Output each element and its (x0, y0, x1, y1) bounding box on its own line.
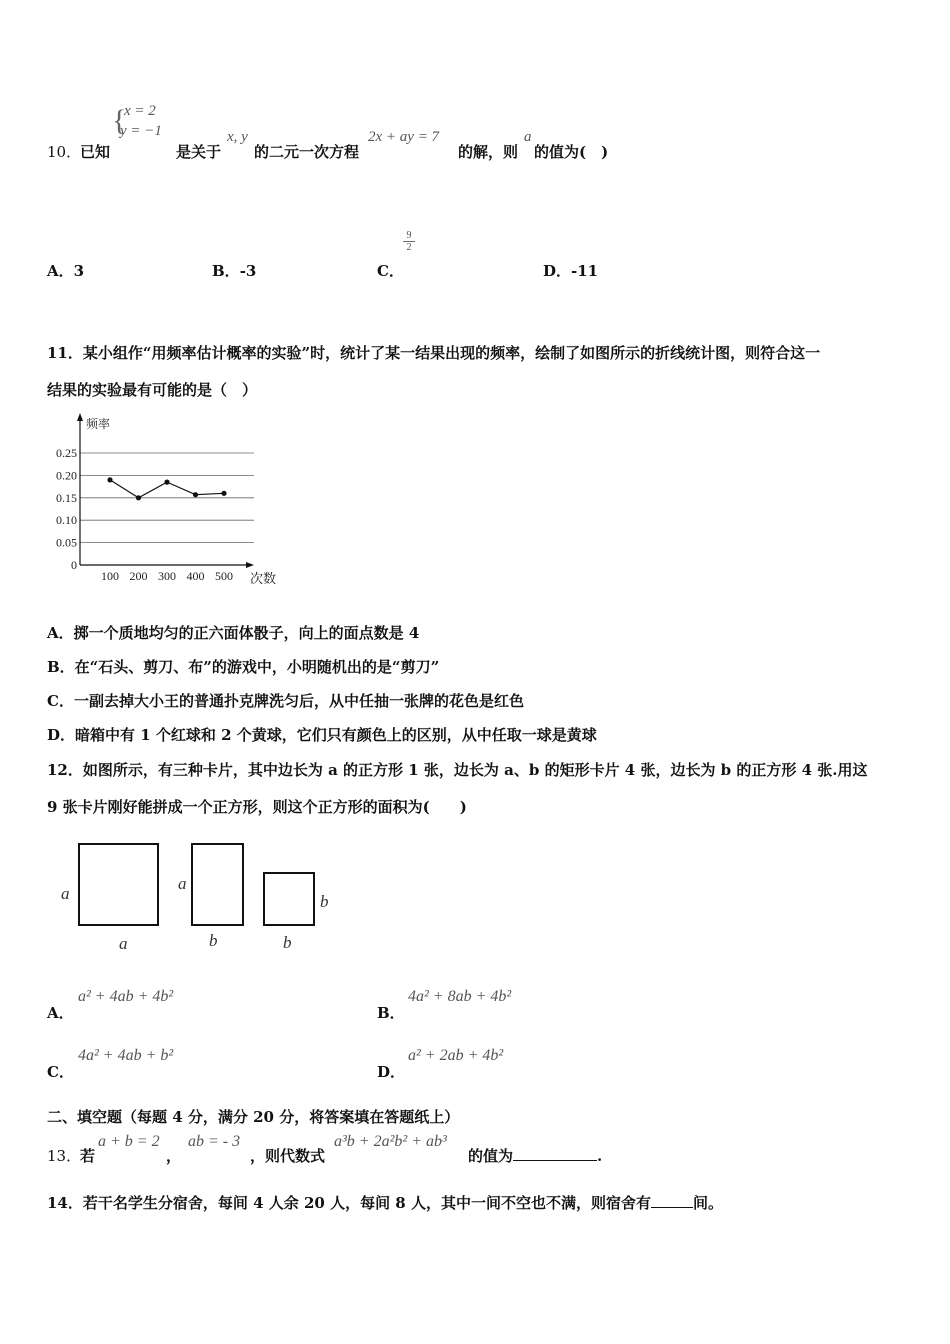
system-brace: { (112, 104, 127, 137)
chart-gridlines (80, 453, 254, 543)
y-tick-labels (56, 446, 77, 572)
x-tick-label: 100 (101, 569, 119, 583)
y-tick-label: 0.15 (56, 490, 77, 505)
q12-option-d-letter: D． (377, 1063, 406, 1081)
q13-condition-1: a + b = 2 (98, 1133, 160, 1150)
q12-option-b-letter: B． (377, 1004, 405, 1022)
q11-stem-line-1: 11．某小组作“用频率估计概率的实验”时，统计了某一结果出现的频率，绘制了如图所示的折线统计图，则符合这一 (47, 344, 821, 362)
q10-text-3: 的二元一次方程 (254, 143, 360, 161)
x-axis-label: 次数 (250, 571, 277, 586)
data-point (136, 495, 141, 500)
system-line-1: x = 2 (124, 103, 156, 119)
x-tick-label: 400 (186, 569, 205, 583)
q12-option-a-letter: A． (47, 1004, 74, 1022)
q11-option-d: D．暗箱中有 1 个红球和 2 个黄球，它们只有颜色上的区别，从中任取一球是黄球 (47, 726, 597, 744)
square-a-bottom-label: a (119, 934, 128, 953)
x-tick-label: 300 (158, 569, 176, 583)
y-tick-label: 0.05 (56, 535, 77, 550)
q10-option-b: B．-3 (212, 262, 257, 280)
q13-number: 13． (47, 1147, 82, 1165)
q11-stem-line-2: 结果的实验最有可能的是（ ） (47, 381, 258, 399)
q10-var-a: a (524, 129, 532, 145)
x-tick-label: 200 (129, 569, 148, 583)
frequency-line-chart (40, 408, 290, 588)
q13-condition-2: ab = - 3 (188, 1133, 241, 1150)
y-tick-label: 0 (71, 558, 77, 572)
q12-stem-line-2: 9 张卡片刚好能拼成一个正方形，则这个正方形的面积为( ) (47, 798, 467, 816)
fraction-numerator: 9 (403, 230, 415, 242)
q12-option-a-expr: a² + 4ab + 4b² (78, 988, 174, 1005)
q10-option-a: A．3 (47, 262, 85, 280)
q12-option-b-expr: 4a² + 8ab + 4b² (408, 988, 512, 1005)
q10-text-2: 是关于 (176, 143, 222, 161)
q13-answer-blank[interactable] (513, 1146, 597, 1161)
y-tick-label: 0.10 (56, 513, 77, 528)
q10-text-5: 的值为( ) (534, 143, 609, 161)
square-card-b (264, 873, 314, 925)
q10-option-d: D．-11 (543, 262, 599, 280)
section-heading: 二、填空题（每题 4 分，满分 20 分，将答案填在答题纸上） (47, 1108, 460, 1126)
rectangle-bottom-label: b (209, 931, 218, 950)
rectangle-side-label: a (178, 874, 187, 893)
x-axis-arrow (246, 562, 254, 568)
x-tick-label: 500 (215, 569, 233, 583)
q13-text-1: 若 (80, 1147, 96, 1165)
system-line-2: y = −1 (120, 123, 162, 139)
q14-text: 14．若干名学生分宿舍，每间 4 人余 20 人，每间 8 人，其中一间不空也不满，则宿舍有 间。 (47, 1194, 723, 1212)
q10-equation: 2x + ay = 7 (368, 129, 440, 145)
q11-option-a: A．掷一个质地均匀的正六面体骰子，向上的面点数是 4 (47, 624, 420, 642)
q12-option-d-expr: a² + 2ab + 4b² (408, 1047, 504, 1064)
y-axis-arrow (77, 413, 83, 421)
data-point (107, 477, 112, 482)
q10-number: 10． (47, 143, 82, 161)
square-a-side-label: a (61, 884, 70, 903)
q11-option-c: C．一副去掉大小王的普通扑克牌洗匀后，从中任抽一张牌的花色是红色 (47, 692, 524, 710)
square-card-a (79, 844, 158, 925)
q10-text-1: 已知 (80, 143, 111, 161)
q13-expression: a³b + 2a²b² + ab³ (334, 1133, 447, 1150)
y-tick-label: 0.25 (56, 446, 77, 460)
q13-comma: ， (166, 1147, 182, 1165)
q10-text-4: 的解，则 (458, 143, 519, 161)
q13-text-2: ，则代数式 (250, 1147, 326, 1165)
cards-figure (55, 835, 345, 960)
q11-option-b: B．在“石头、剪刀、布”的游戏中，小明随机出的是“剪刀” (47, 658, 440, 676)
fraction-denominator: 2 (406, 242, 412, 253)
data-point (193, 492, 198, 497)
q10-vars: x, y (227, 129, 248, 145)
q10-option-c: C． (377, 262, 404, 280)
data-point (164, 480, 169, 485)
x-tick-labels (101, 569, 233, 583)
q13-text-3: 的值为 . (468, 1147, 603, 1165)
q12-option-c-expr: 4a² + 4ab + b² (78, 1047, 174, 1064)
q12-option-c-letter: C． (47, 1063, 74, 1081)
square-b-bottom-label: b (283, 933, 292, 952)
square-b-side-label: b (320, 892, 329, 911)
rectangle-card-ab (192, 844, 243, 925)
q14-answer-blank[interactable] (651, 1193, 693, 1208)
y-tick-label: 0.20 (56, 468, 77, 483)
q12-stem-line-1: 12．如图所示，有三种卡片，其中边长为 a 的正方形 1 张，边长为 a、b 的矩形卡片 4 张，边长为 b 的正方形 4 张.用这 (47, 761, 868, 779)
y-axis-label: 频率 (86, 417, 111, 431)
data-point (221, 491, 226, 496)
fraction-nine-halves (403, 230, 415, 253)
